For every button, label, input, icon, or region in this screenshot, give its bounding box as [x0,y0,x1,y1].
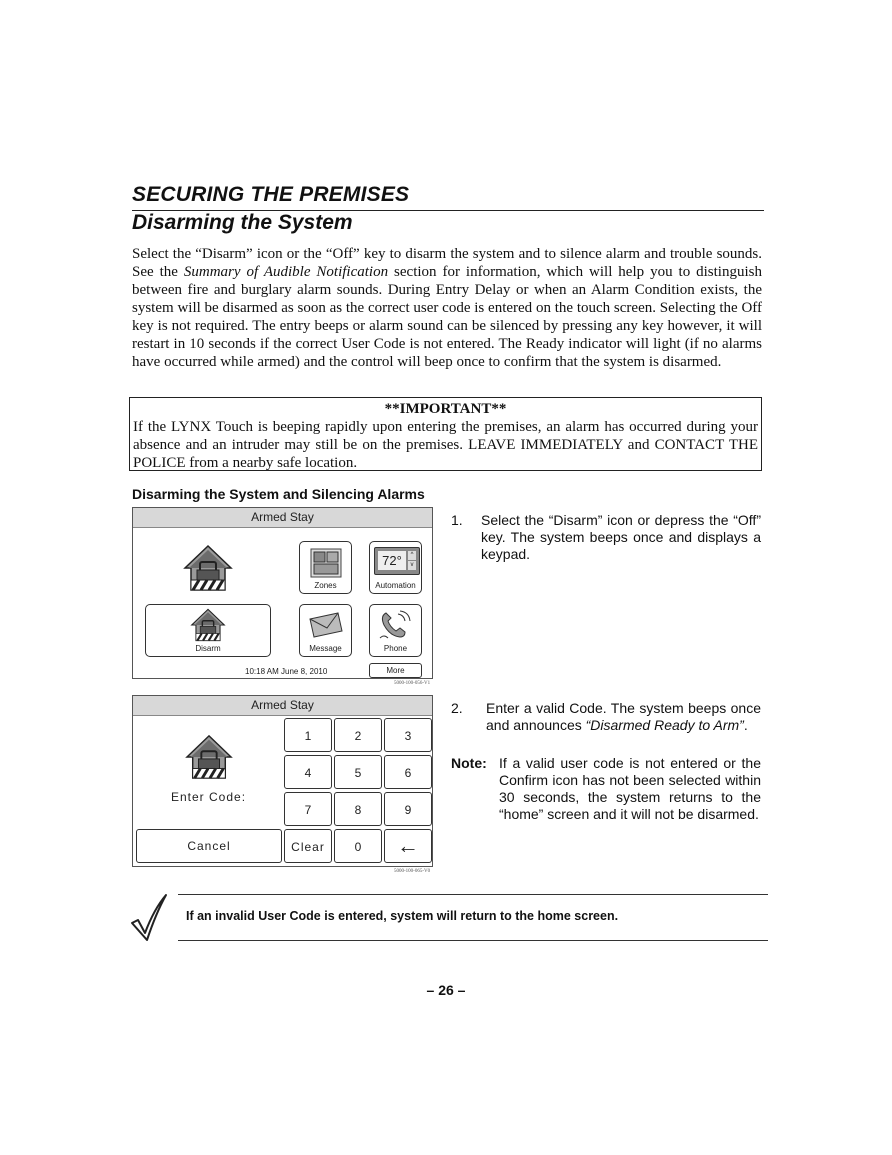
key-8[interactable]: 8 [334,792,382,826]
note: Note: If a valid user code is not entered or the Confirm icon has not been selected within 30 seconds, the system returns to the “home” screen and it will not be disarmed. [451,755,761,822]
key-7[interactable]: 7 [284,792,332,826]
key-2[interactable]: 2 [334,718,382,752]
checkmark-note-text: If an invalid User Code is entered, system will return to the home screen. [186,909,619,923]
step-2: 2. Enter a valid Code. The system beeps once and announces “Disarmed Ready to Arm”. [451,700,761,733]
important-box [129,397,762,471]
armed-house-icon [183,544,233,592]
disarm-button[interactable]: Disarm [145,604,271,657]
figure-id-2: 5000-100-065-V0 [394,869,431,874]
message-button[interactable]: Message [299,604,352,657]
key-1[interactable]: 1 [284,718,332,752]
important-title: **IMPORTANT** [384,401,507,417]
subheading: Disarming the System and Silencing Alarms [132,486,425,502]
date-time: 10:18 AM June 8, 2010 [245,667,328,676]
armed-house-icon [184,734,234,782]
phone-icon [378,610,414,640]
note-bottom-rule [178,940,768,941]
step-1: 1. Select the “Disarm” icon or depress the “Off” key. The system beeps once and displays a keypad. [451,512,761,562]
key-5[interactable]: 5 [334,755,382,789]
key-4[interactable]: 4 [284,755,332,789]
key-3[interactable]: 3 [384,718,432,752]
zones-icon [310,548,342,578]
page-number: – 26 – [426,982,466,998]
envelope-icon [308,611,344,639]
back-arrow-icon: ← [397,833,419,858]
screen-title: Armed Stay [133,508,432,528]
subsection-title: Disarming the System [132,211,353,234]
important-text: If the LYNX Touch is beeping rapidly upon entering the premises, an alarm has occurred during your absence and an intruder may still be on the premises. LEAVE IMMEDIATELY and CONTACT THE POLICE from a nearby safe location. [133,419,758,471]
disarm-house-icon [190,608,226,642]
thermostat-icon: 72° ^ v [374,547,420,575]
cancel-button[interactable]: Cancel [136,829,282,863]
checkmark-icon [130,893,170,943]
enter-code-label: Enter Code: [171,790,247,804]
home-screen [132,507,433,679]
zones-button[interactable]: Zones [299,541,352,594]
screen-title: Armed Stay [133,696,432,716]
clear-button[interactable]: Clear [284,829,332,863]
temperature-readout: 72° [378,551,406,570]
key-6[interactable]: 6 [384,755,432,789]
key-0[interactable]: 0 [334,829,382,863]
intro-paragraph: Select the “Disarm” icon or the “Off” key to disarm the system and to silence alarm and trouble sounds. See the Summary of Audible Notification section for information, which will help you to distinguish between fire and burglary alarm sounds. During Entry Delay or when an Alarm Condition exists, the system will be disarmed as soon as the correct user code is entered on the touch screen. Selecting the Off key is not required. The entry beeps or alarm sound can be silenced by pressing any key however, it will restart in 10 seconds if the correct User Code is not entered. The Ready indicator will light (if no alarms have occurred while armed) and the control will beep once to confirm that the system is disarmed. [132,246,762,370]
keypad-screen [132,695,433,867]
figure-id-1: 5000-100-056-V1 [394,681,431,686]
note-top-rule [178,894,768,895]
automation-button[interactable]: 72° ^ v Automation [369,541,422,594]
more-button[interactable]: More [369,663,422,678]
section-title: SECURING THE PREMISES [132,183,410,206]
backspace-button[interactable] [384,829,432,863]
phone-button[interactable]: Phone [369,604,422,657]
key-9[interactable]: 9 [384,792,432,826]
